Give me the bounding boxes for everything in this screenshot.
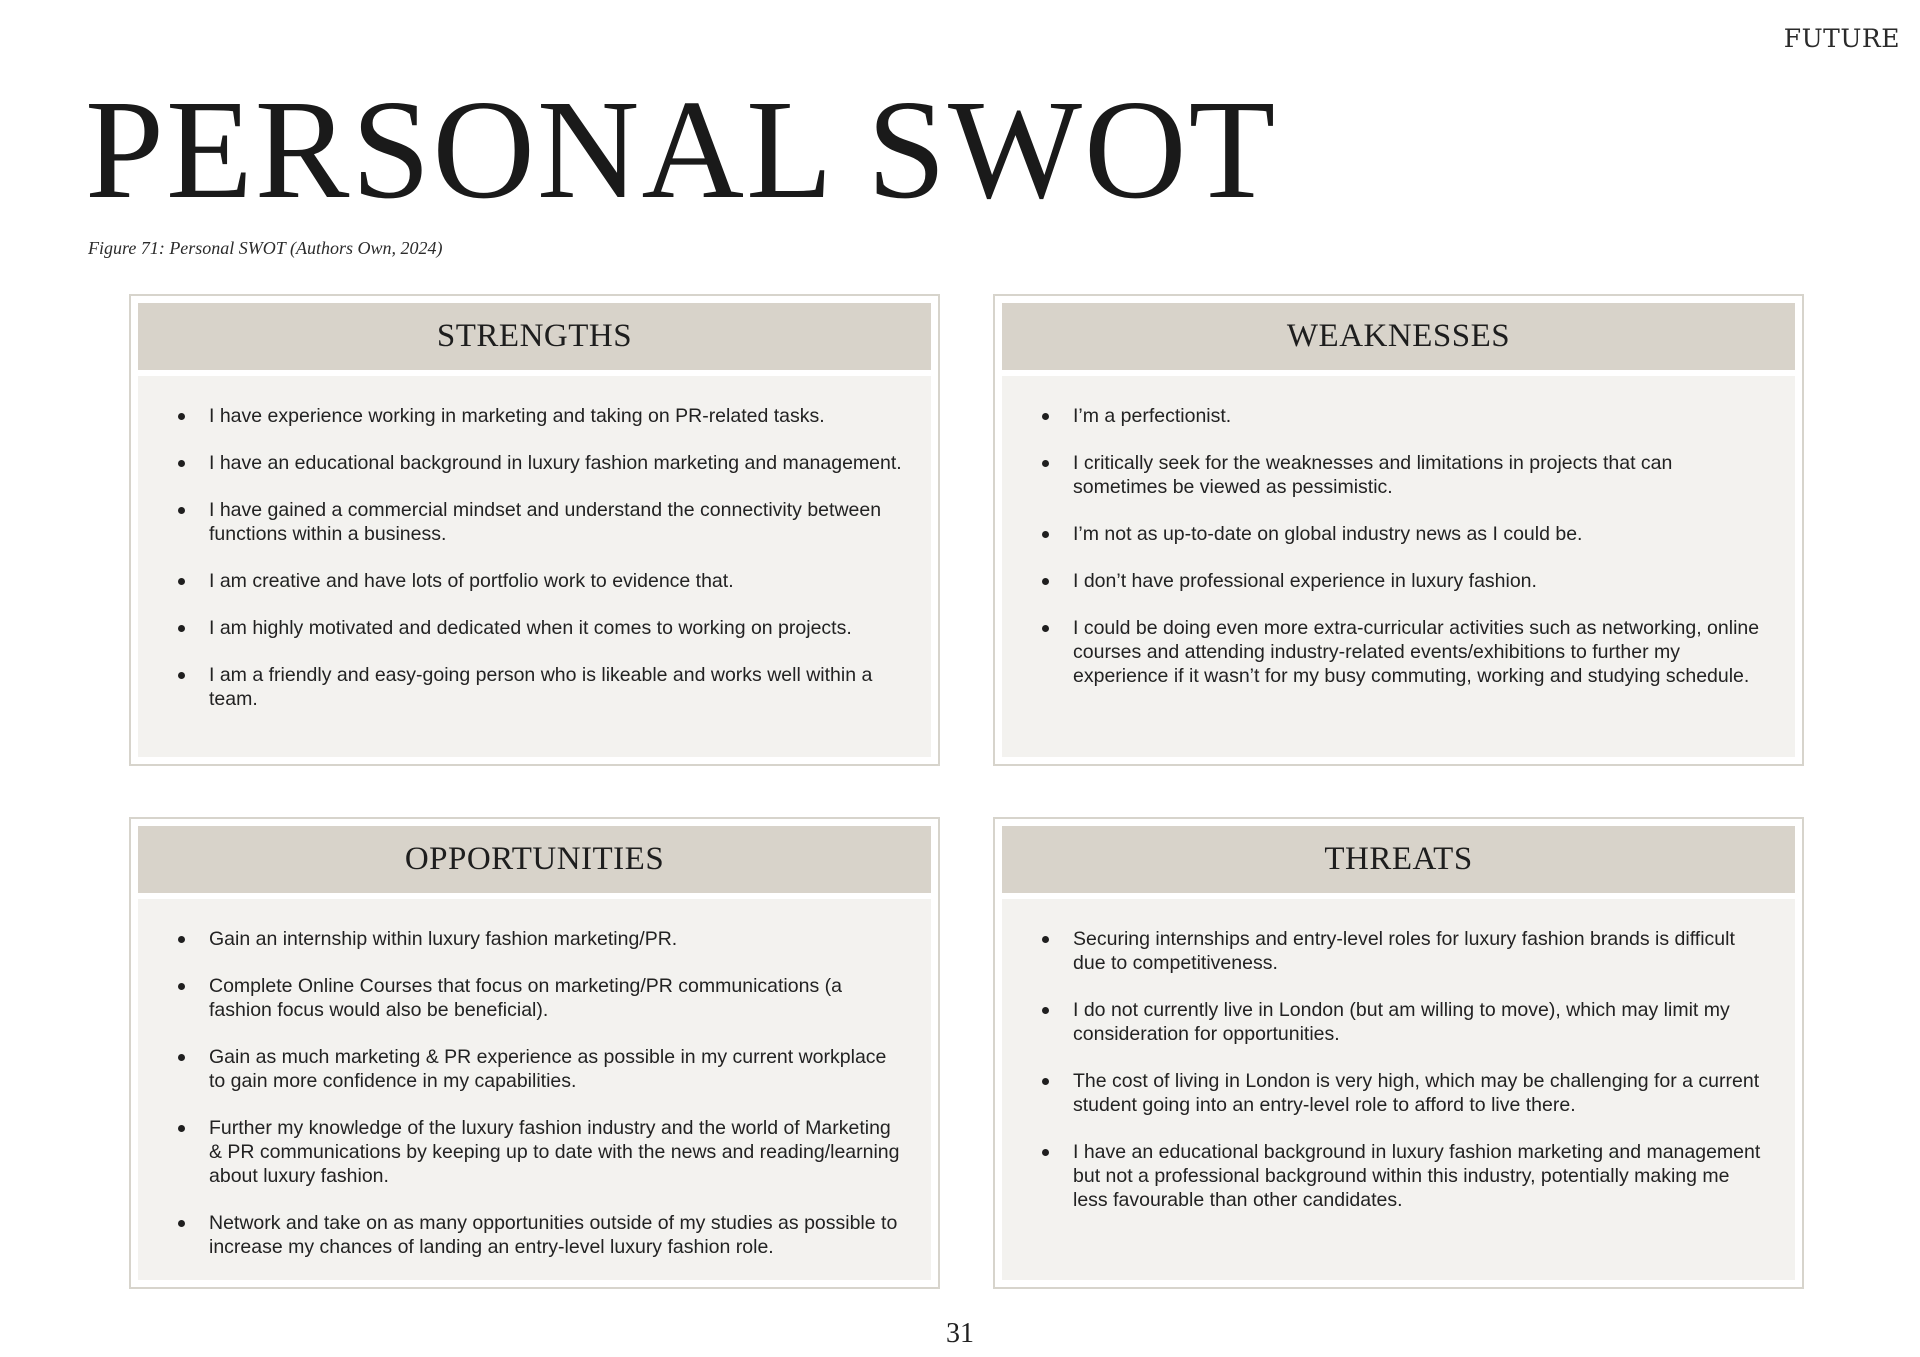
strengths-body	[138, 376, 931, 757]
list-item: Securing internships and entry-level roles for luxury fashion brands is difficult due to competitiveness.	[1034, 927, 1767, 975]
list-item: I have an educational background in luxury fashion marketing and management.	[170, 451, 903, 475]
weaknesses-heading: WEAKNESSES	[1002, 303, 1795, 370]
threats-body	[1002, 899, 1795, 1280]
list-item: I critically seek for the weaknesses and limitations in projects that can sometimes be viewed as pessimistic.	[1034, 451, 1767, 499]
list-item: I could be doing even more extra-curricular activities such as networking, online courses and attending industry-related events/exhibitions to further my experience if it wasn’t for my busy commuting, working and studying schedule.	[1034, 616, 1767, 688]
weaknesses-list	[1034, 404, 1767, 688]
list-item: I have an educational background in luxury fashion marketing and management but not a professional background within this industry, potentially making me less favourable than other candidates.	[1034, 1140, 1767, 1212]
page-title: PERSONAL SWOT	[85, 70, 1278, 228]
list-item: Further my knowledge of the luxury fashion industry and the world of Marketing & PR communications by keeping up to date with the news and reading/learning about luxury fashion.	[170, 1116, 903, 1188]
opportunities-body	[138, 899, 931, 1280]
figure-caption: Figure 71: Personal SWOT (Authors Own, 2024)	[88, 238, 443, 258]
list-item: I am highly motivated and dedicated when it comes to working on projects.	[170, 616, 903, 640]
strengths-panel	[129, 294, 940, 766]
list-item: I am creative and have lots of portfolio work to evidence that.	[170, 569, 903, 593]
list-item: I’m a perfectionist.	[1034, 404, 1767, 428]
list-item: I’m not as up-to-date on global industry news as I could be.	[1034, 522, 1767, 546]
weaknesses-panel	[993, 294, 1804, 766]
list-item: I have experience working in marketing and taking on PR-related tasks.	[170, 404, 903, 428]
weaknesses-body	[1002, 376, 1795, 757]
list-item: Gain an internship within luxury fashion marketing/PR.	[170, 927, 903, 951]
strengths-heading: STRENGTHS	[138, 303, 931, 370]
list-item: Gain as much marketing & PR experience as possible in my current workplace to gain more confidence in my capabilities.	[170, 1045, 903, 1093]
list-item: Complete Online Courses that focus on marketing/PR communications (a fashion focus would also be beneficial).	[170, 974, 903, 1022]
page-number: 31	[946, 1318, 974, 1349]
list-item: I am a friendly and easy-going person who is likeable and works well within a team.	[170, 663, 903, 711]
opportunities-panel	[129, 817, 940, 1289]
list-item: The cost of living in London is very high, which may be challenging for a current student going into an entry-level role to afford to live there.	[1034, 1069, 1767, 1117]
opportunities-heading: OPPORTUNITIES	[138, 826, 931, 893]
section-label: FUTURE	[1783, 24, 1900, 53]
strengths-list	[170, 404, 903, 711]
list-item: I don’t have professional experience in luxury fashion.	[1034, 569, 1767, 593]
list-item: Network and take on as many opportunities outside of my studies as possible to increase my chances of landing an entry-level luxury fashion role.	[170, 1211, 903, 1259]
list-item: I have gained a commercial mindset and understand the connectivity between functions within a business.	[170, 498, 903, 546]
threats-heading: THREATS	[1002, 826, 1795, 893]
opportunities-list	[170, 927, 903, 1259]
threats-list	[1034, 927, 1767, 1212]
threats-panel	[993, 817, 1804, 1289]
list-item: I do not currently live in London (but am willing to move), which may limit my consideration for opportunities.	[1034, 998, 1767, 1046]
